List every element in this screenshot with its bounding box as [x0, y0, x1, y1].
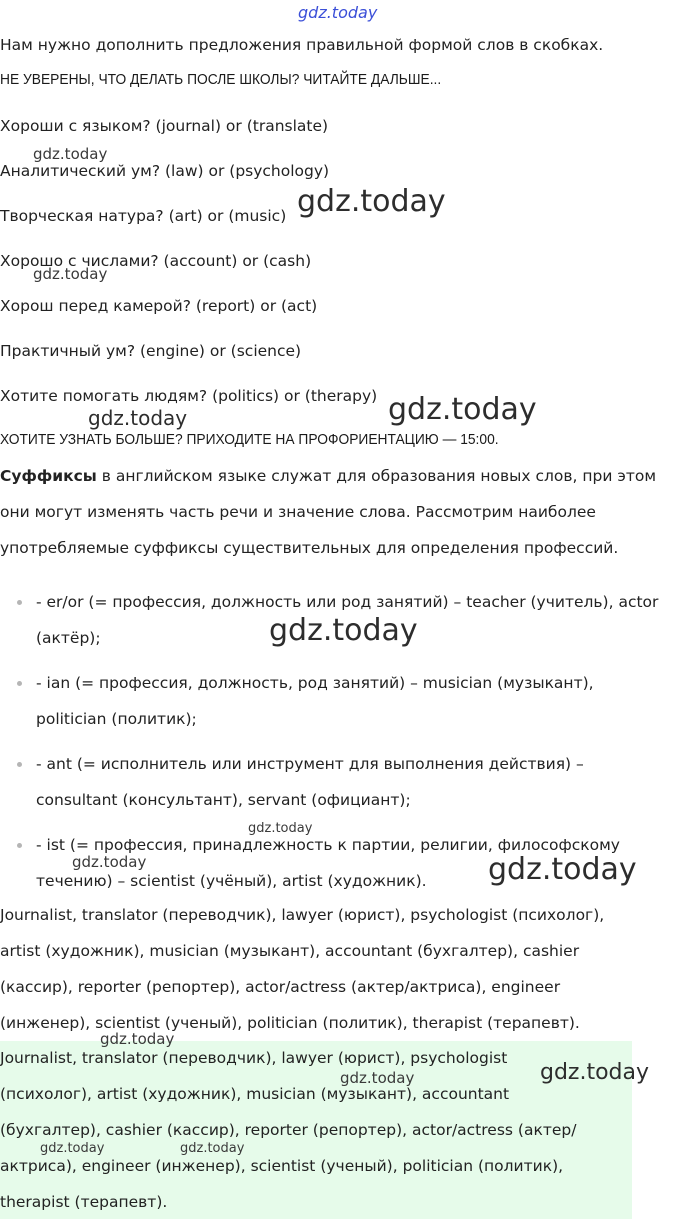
answer-line-2: artist (художник), musician (музыкант), accountant (бухгалтер), cashier — [0, 942, 580, 960]
question-2: Аналитический ум? (law) or (psychology) — [0, 162, 330, 180]
suffix-2-line-2: politician (политик); — [36, 710, 197, 728]
watermark: gdz.today — [88, 406, 188, 430]
watermark: gdz.today — [488, 852, 637, 887]
answer-box-line-4: актриса), engineer (инженер), scientist (ученый), politician (политик), — [0, 1157, 564, 1175]
question-5: Хорош перед камерой? (report) or (act) — [0, 297, 318, 315]
watermark: gdz.today — [540, 1060, 650, 1085]
suffix-4-line-2: течению) – scientist (учёный), artist (художник). — [36, 872, 427, 890]
theory-line-2: они могут изменять часть речи и значение слова. Рассмотрим наиболее — [0, 503, 596, 521]
bullet-dot — [17, 681, 22, 686]
answer-box-line-5: therapist (терапевт). — [0, 1193, 168, 1211]
theory-bold: Суффиксы — [0, 467, 97, 485]
bullet-dot — [17, 762, 22, 767]
answer-line-4: (инженер), scientist (ученый), politician (политик), therapist (терапевт). — [0, 1014, 580, 1032]
watermark-top: gdz.today — [298, 3, 378, 22]
watermark: gdz.today — [248, 821, 313, 836]
suffix-3-line-2: consultant (консультант), servant (официант); — [36, 791, 411, 809]
question-7: Хотите помогать людям? (politics) or (therapy) — [0, 387, 378, 405]
watermark: gdz.today — [340, 1069, 415, 1087]
question-3: Творческая натура? (art) or (music) — [0, 207, 287, 225]
theory-line-3: употребляемые суффиксы существительных для определения профессий. — [0, 539, 619, 557]
answer-box-line-2: (психолог), artist (художник), musician (музыкант), accountant — [0, 1085, 510, 1103]
suffix-1-line-2: (актёр); — [36, 629, 101, 647]
answer-box-line-1: Journalist, translator (переводчик), lawyer (юрист), psychologist — [0, 1049, 508, 1067]
intro-text: Нам нужно дополнить предложения правильной формой слов в скобках. — [0, 36, 604, 54]
watermark: gdz.today — [33, 145, 108, 163]
watermark: gdz.today — [297, 184, 446, 219]
question-6: Практичный ум? (engine) or (science) — [0, 342, 302, 360]
watermark: gdz.today — [180, 1141, 245, 1156]
answer-line-3: (кассир), reporter (репортер), actor/actress (актер/актриса), engineer — [0, 978, 561, 996]
suffix-1-line-1: - er/or (= профессия, должность или род занятий) – teacher (учитель), actor — [36, 593, 659, 611]
heading-bottom: ХОТИТЕ УЗНАТЬ БОЛЬШЕ? ПРИХОДИТЕ НА ПРОФОРИЕНТАЦИЮ — 15:00. — [0, 431, 499, 448]
theory-line-1 — [0, 466, 656, 486]
bullet-dot — [17, 600, 22, 605]
suffix-2-line-1: - ian (= профессия, должность, род занятий) – musician (музыкант), — [36, 674, 594, 692]
heading-top: НЕ УВЕРЕНЫ, ЧТО ДЕЛАТЬ ПОСЛЕ ШКОЛЫ? ЧИТАЙТЕ ДАЛЬШЕ... — [0, 71, 442, 88]
bullet-dot — [17, 843, 22, 848]
answer-line-1: Journalist, translator (переводчик), lawyer (юрист), psychologist (психолог), — [0, 906, 605, 924]
watermark: gdz.today — [40, 1141, 105, 1156]
watermark: gdz.today — [33, 265, 108, 283]
answer-box-line-3: (бухгалтер), cashier (кассир), reporter (репортер), actor/actress (актер/ — [0, 1121, 577, 1139]
suffix-4-line-1: - ist (= профессия, принадлежность к партии, религии, философскому — [36, 836, 620, 854]
watermark: gdz.today — [72, 853, 147, 871]
watermark: gdz.today — [388, 392, 537, 427]
watermark: gdz.today — [269, 613, 418, 648]
theory-line-1-text: в английском языке служат для образования новых слов, при этом — [96, 467, 657, 485]
watermark: gdz.today — [100, 1030, 175, 1048]
suffix-3-line-1: - ant (= исполнитель или инструмент для выполнения действия) – — [36, 755, 584, 773]
question-1: Хороши с языком? (journal) or (translate) — [0, 117, 329, 135]
question-4: Хорошо с числами? (account) or (cash) — [0, 252, 312, 270]
